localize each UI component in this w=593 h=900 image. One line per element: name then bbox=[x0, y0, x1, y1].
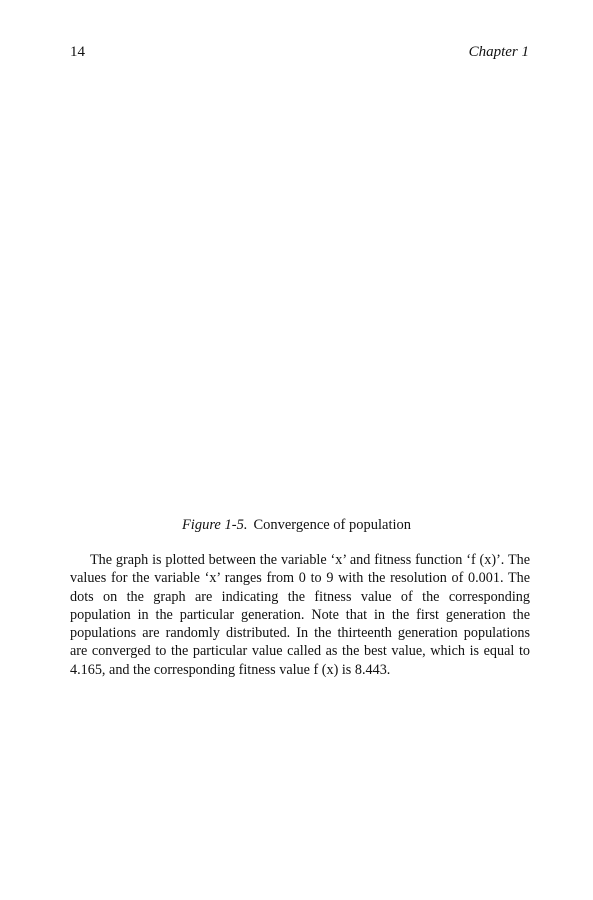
figure-title: Convergence of population bbox=[253, 517, 412, 533]
page-number: 14 bbox=[70, 44, 85, 60]
figure-placeholder bbox=[70, 80, 530, 500]
figure-caption bbox=[0, 516, 593, 534]
body-paragraph: The graph is plotted between the variable ‘x’ and fitness function ‘f (x)’. The values for the variable ‘x’ ranges from 0 to 9 with the resolution of 0.001. The dots on the graph are indicating the fitness value of the corresponding population in the particular generation. Note that in the first generation the populations are randomly distributed. In the thirteenth generation populations are converged to the particular value called as the best value, which is equal to 4.165, and the corresponding fitness value f (x) is 8.443. bbox=[70, 552, 530, 678]
running-header-chapter: Chapter 1 bbox=[468, 44, 529, 60]
figure-label: Figure 1-5. bbox=[181, 517, 248, 533]
